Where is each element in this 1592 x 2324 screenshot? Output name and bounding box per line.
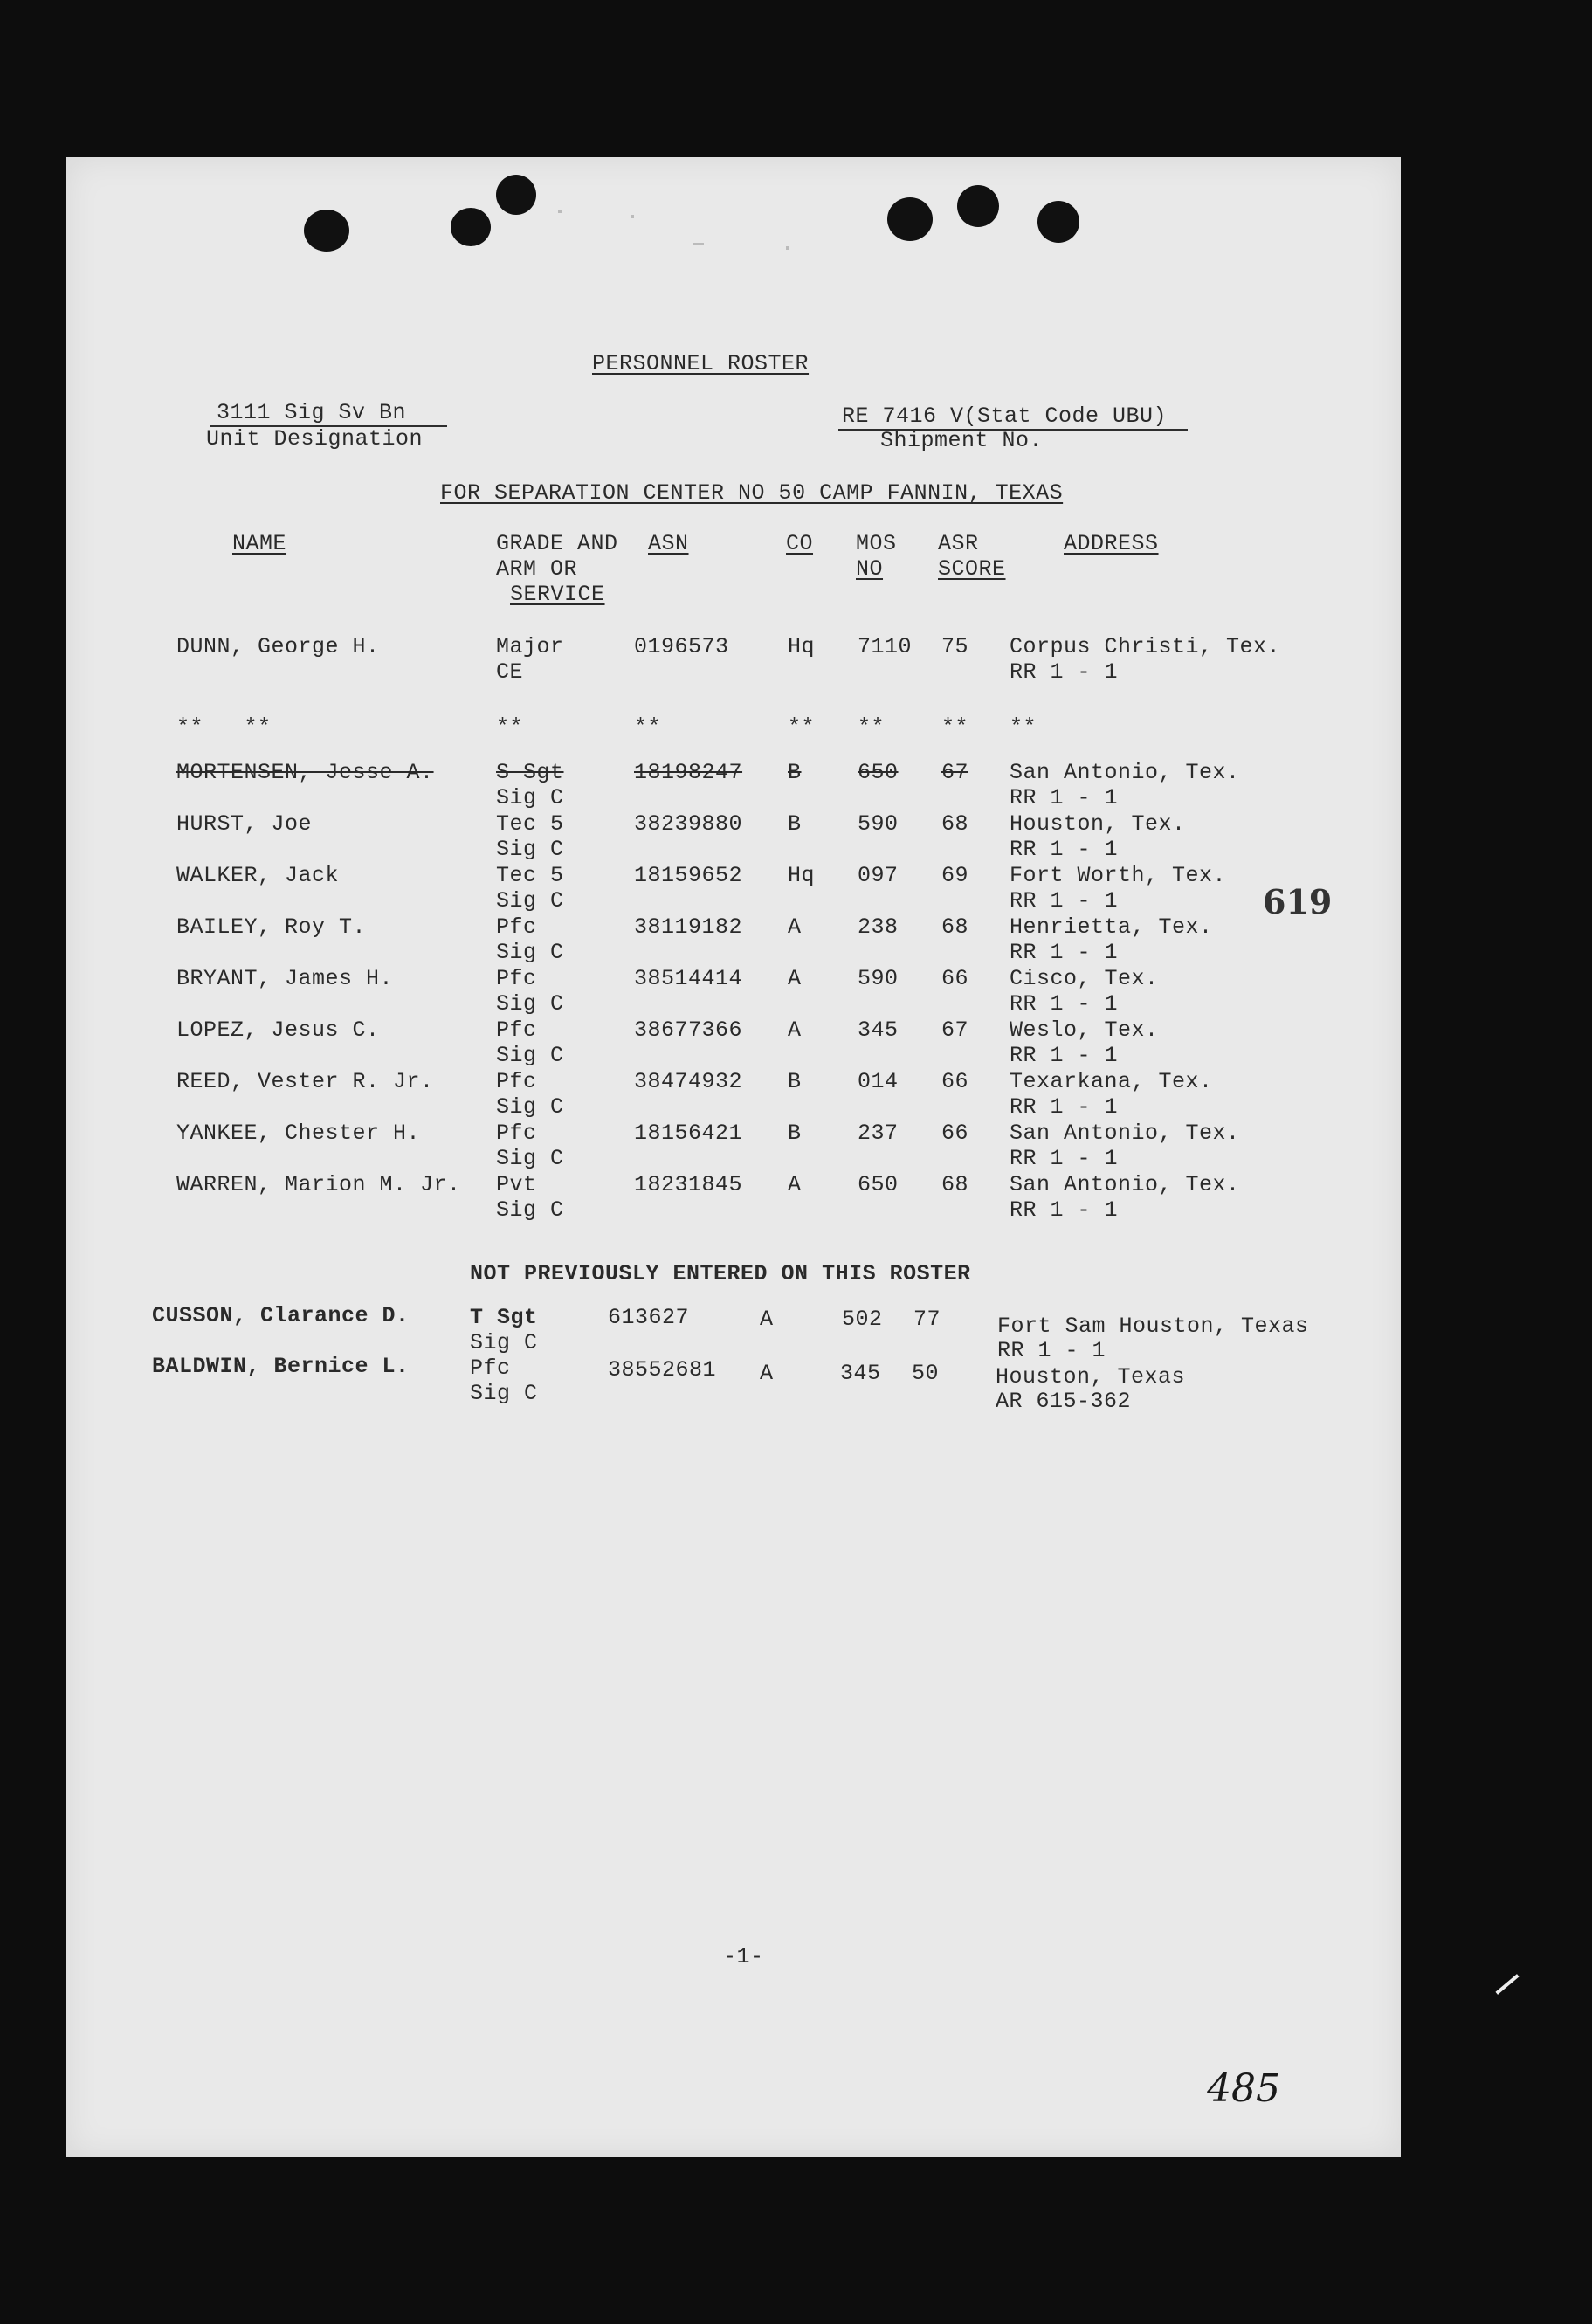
roster-row: [66, 1121, 1401, 1171]
header-asr-line-1: ASR: [938, 531, 979, 556]
paper-speck: [631, 215, 634, 218]
header-mos: [856, 531, 897, 582]
header-name: NAME: [232, 531, 287, 556]
row-asn: 18198247: [634, 760, 743, 785]
row-arm: Sig C: [496, 888, 564, 914]
roster-row: [66, 966, 1401, 1017]
row-co: A: [788, 1017, 802, 1043]
row-address-line-2: RR 1 - 1: [1010, 837, 1119, 862]
roster-row: [66, 811, 1401, 862]
row-mos: 238: [858, 914, 899, 940]
handwritten-number: 485: [1207, 2066, 1280, 2111]
row-arm: Sig C: [496, 837, 564, 862]
page-number: -1-: [723, 1944, 764, 1969]
header-address: ADDRESS: [1064, 531, 1159, 556]
row-name: CUSSON, Clarance D.: [152, 1303, 410, 1328]
row-mos: 237: [858, 1121, 899, 1146]
row-address: San Antonio, Tex.: [1010, 760, 1240, 785]
row-co: Hq: [788, 863, 816, 888]
row-arm: Sig C: [470, 1330, 538, 1355]
document-title: PERSONNEL ROSTER: [592, 351, 810, 376]
row-arm: Sig C: [470, 1381, 538, 1406]
row-address: Fort Worth, Tex.: [1010, 863, 1227, 888]
additional-row: [66, 1354, 1401, 1414]
row-address-line-2: RR 1 - 1: [1010, 1043, 1119, 1068]
row-co: A: [760, 1361, 774, 1386]
row-address-line-2: RR 1 - 1: [1010, 785, 1119, 810]
punch-hole: [496, 175, 536, 215]
row-name: MORTENSEN, Jesse A.: [176, 760, 434, 785]
row-arm: Sig C: [496, 1094, 564, 1120]
header-grade-line-1: GRADE AND: [496, 531, 618, 556]
separator-co: **: [788, 714, 816, 740]
row-co: A: [788, 1172, 802, 1197]
paper-speck: [786, 246, 789, 250]
row-asr: 66: [941, 1121, 969, 1146]
row-arm: Sig C: [496, 1043, 564, 1068]
row-address-line-2: RR 1 - 1: [1010, 940, 1119, 965]
punch-hole: [304, 210, 349, 252]
row-asn: 18156421: [634, 1121, 743, 1146]
row-mos: 590: [858, 811, 899, 837]
row-address: Houston, Tex.: [1010, 811, 1186, 837]
row-grade: Pfc: [496, 914, 537, 940]
separator-address: **: [1010, 714, 1037, 740]
separation-center-line: FOR SEPARATION CENTER NO 50 CAMP FANNIN, TEXAS: [440, 480, 1064, 506]
officer-address-line-2: RR 1 - 1: [1010, 659, 1119, 685]
header-grade-line-3: SERVICE: [510, 582, 605, 607]
row-name: REED, Vester R. Jr.: [176, 1069, 434, 1094]
row-address: Fort Sam Houston, Texas: [997, 1314, 1309, 1339]
row-name: WALKER, Jack: [176, 863, 340, 888]
additional-row: [66, 1303, 1401, 1363]
header-grade: [496, 531, 618, 607]
row-grade: S Sgt: [496, 760, 564, 785]
row-name: BAILEY, Roy T.: [176, 914, 367, 940]
scan-mark: [1495, 1974, 1519, 1995]
row-mos: 014: [858, 1069, 899, 1094]
row-address-line-2: RR 1 - 1: [1010, 1197, 1119, 1223]
row-address: Cisco, Tex.: [1010, 966, 1159, 991]
row-mos: 345: [858, 1017, 899, 1043]
officer-name: DUNN, George H.: [176, 634, 380, 659]
header-asr-line-2: SCORE: [938, 556, 1006, 582]
shipment-number-label: Shipment No.: [880, 428, 1044, 453]
header-mos-line-1: MOS: [856, 531, 897, 556]
row-asr: 66: [941, 1069, 969, 1094]
row-asn: 18231845: [634, 1172, 743, 1197]
row-asr: 50: [912, 1361, 940, 1386]
row-name: YANKEE, Chester H.: [176, 1121, 421, 1146]
row-grade: Pfc: [496, 1121, 537, 1146]
row-asn: 38677366: [634, 1017, 743, 1043]
row-name: HURST, Joe: [176, 811, 313, 837]
row-asr: 68: [941, 914, 969, 940]
paper-speck: [693, 243, 704, 245]
header-asn: ASN: [648, 531, 689, 556]
roster-row: [66, 914, 1401, 965]
row-name: LOPEZ, Jesus C.: [176, 1017, 380, 1043]
row-co: B: [788, 1069, 802, 1094]
row-address: San Antonio, Tex.: [1010, 1121, 1240, 1146]
roster-page: [66, 157, 1401, 2157]
row-asr: 77: [913, 1307, 941, 1332]
officer-arm: CE: [496, 659, 524, 685]
row-address: Weslo, Tex.: [1010, 1017, 1159, 1043]
row-address-line-2: RR 1 - 1: [1010, 1094, 1119, 1120]
row-address: San Antonio, Tex.: [1010, 1172, 1240, 1197]
row-mos: 590: [858, 966, 899, 991]
row-address-line-2: AR 615-362: [996, 1389, 1132, 1414]
row-asn: 18159652: [634, 863, 743, 888]
row-grade: Tec 5: [496, 863, 564, 888]
header-grade-line-2: ARM OR: [496, 556, 578, 582]
row-asr: 68: [941, 1172, 969, 1197]
row-address: Texarkana, Tex.: [1010, 1069, 1213, 1094]
paper-speck: [558, 210, 562, 213]
separator-asn: **: [634, 714, 662, 740]
officer-address: Corpus Christi, Tex.: [1010, 634, 1281, 659]
row-address-line-2: RR 1 - 1: [997, 1338, 1106, 1363]
roster-row: [66, 863, 1401, 914]
row-mos: 345: [840, 1361, 881, 1386]
row-co: A: [760, 1307, 774, 1332]
row-asn: 38552681: [608, 1357, 717, 1383]
row-grade: Pfc: [496, 1069, 537, 1094]
row-address: Houston, Texas: [996, 1364, 1186, 1390]
officer-grade: Major: [496, 634, 564, 659]
officer-co: Hq: [788, 634, 816, 659]
row-arm: Sig C: [496, 1197, 564, 1223]
row-grade: Pvt: [496, 1172, 537, 1197]
header-co: CO: [786, 531, 814, 556]
not-previously-heading: NOT PREVIOUSLY ENTERED ON THIS ROSTER: [470, 1261, 971, 1286]
officer-asn: 0196573: [634, 634, 729, 659]
row-address-line-2: RR 1 - 1: [1010, 1146, 1119, 1171]
row-co: B: [788, 811, 802, 837]
row-co: B: [788, 1121, 802, 1146]
roster-row: [66, 760, 1401, 810]
roster-row: [66, 1017, 1401, 1068]
row-name: BRYANT, James H.: [176, 966, 394, 991]
punch-hole: [957, 185, 999, 227]
row-grade: Pfc: [496, 1017, 537, 1043]
row-mos: 650: [858, 760, 899, 785]
row-arm: Sig C: [496, 1146, 564, 1171]
officer-mos: 7110: [858, 634, 913, 659]
row-asn: 38474932: [634, 1069, 743, 1094]
roster-row: [66, 1172, 1401, 1223]
row-mos: 097: [858, 863, 899, 888]
row-co: A: [788, 966, 802, 991]
separator-name: ** **: [176, 714, 272, 740]
row-asr: 67: [941, 1017, 969, 1043]
row-co: B: [788, 760, 802, 785]
row-asr: 68: [941, 811, 969, 837]
shipment-number-value: RE 7416 V(Stat Code UBU): [842, 403, 1168, 429]
row-grade: Pfc: [496, 966, 537, 991]
row-asr: 69: [941, 863, 969, 888]
row-asn: 38119182: [634, 914, 743, 940]
separator-mos: **: [858, 714, 886, 740]
row-arm: Sig C: [496, 940, 564, 965]
header-asr: [938, 531, 1006, 582]
row-asn: 613627: [608, 1305, 690, 1330]
punch-hole: [887, 197, 933, 241]
separator-grade: **: [496, 714, 524, 740]
punch-hole: [1037, 201, 1079, 243]
row-grade: Pfc: [470, 1355, 511, 1381]
row-arm: Sig C: [496, 785, 564, 810]
row-arm: Sig C: [496, 991, 564, 1017]
roster-row: [66, 1069, 1401, 1120]
unit-designation-label: Unit Designation: [206, 426, 424, 452]
row-co: A: [788, 914, 802, 940]
row-asn: 38514414: [634, 966, 743, 991]
row-address-line-2: RR 1 - 1: [1010, 991, 1119, 1017]
row-mos: 502: [842, 1307, 883, 1332]
row-address: Henrietta, Tex.: [1010, 914, 1213, 940]
row-name: WARREN, Marion M. Jr.: [176, 1172, 461, 1197]
row-asn: 38239880: [634, 811, 743, 837]
row-grade: T Sgt: [470, 1305, 538, 1330]
row-name: BALDWIN, Bernice L.: [152, 1354, 410, 1379]
separator-asr: **: [941, 714, 969, 740]
punch-hole: [451, 208, 491, 246]
unit-designation-value: 3111 Sig Sv Bn: [217, 400, 407, 425]
header-mos-line-2: NO: [856, 556, 884, 582]
row-mos: 650: [858, 1172, 899, 1197]
row-address-line-2: RR 1 - 1: [1010, 888, 1119, 914]
officer-asr: 75: [941, 634, 969, 659]
row-asr: 67: [941, 760, 969, 785]
margin-number: 619: [1263, 882, 1333, 921]
row-asr: 66: [941, 966, 969, 991]
row-grade: Tec 5: [496, 811, 564, 837]
